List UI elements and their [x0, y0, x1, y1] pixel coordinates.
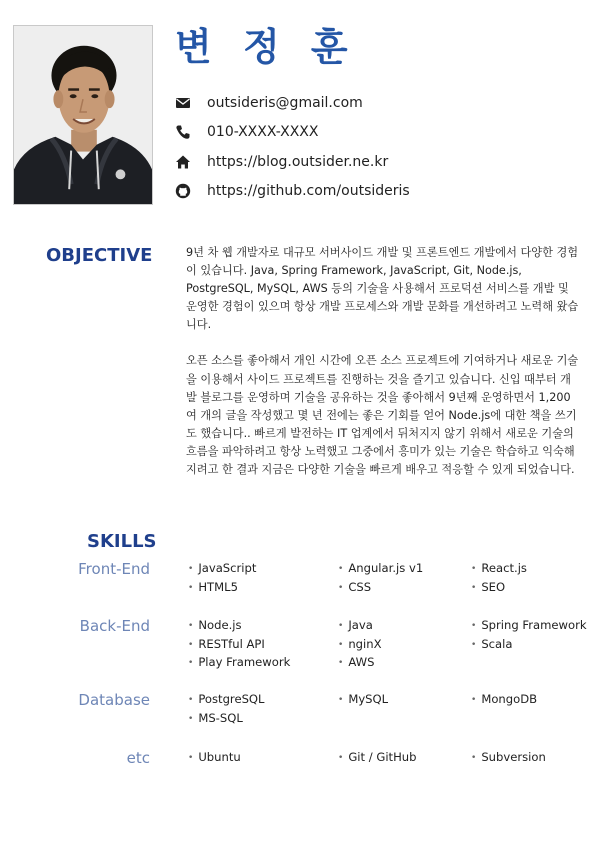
skill-item: • nginX — [338, 636, 471, 655]
skill-category-label: etc — [126, 749, 150, 767]
skill-item: • Angular.js v1 — [338, 560, 471, 579]
contact-phone[interactable] — [175, 118, 410, 148]
phone-text: 010-XXXX-XXXX — [207, 124, 319, 141]
github-link: https://github.com/outsideris — [207, 183, 410, 200]
skill-item: • HTML5 — [188, 579, 338, 598]
profile-photo — [13, 25, 153, 205]
skill-list — [188, 691, 588, 728]
skill-category-label: Database — [78, 691, 150, 709]
skill-item: • JavaScript — [188, 560, 338, 579]
phone-icon — [175, 124, 191, 140]
skill-list — [188, 560, 588, 597]
github-icon — [175, 183, 191, 199]
skill-category-label: Back-End — [79, 617, 150, 635]
full-name: 변 정 훈 — [175, 25, 357, 69]
contact-github[interactable] — [175, 177, 410, 207]
skill-item: • React.js — [471, 560, 588, 579]
skills-heading: SKILLS — [87, 531, 157, 552]
skill-item: • Spring Framework — [471, 617, 588, 636]
objective-heading: OBJECTIVE — [46, 245, 153, 266]
skill-item: • RESTful API — [188, 636, 338, 655]
portrait-image — [14, 26, 152, 204]
envelope-icon — [175, 95, 191, 111]
objective-paragraph: 오픈 소스를 좋아해서 개인 시간에 오픈 소스 프로젝트에 기여하거나 새로운 기술을 이용해서 사이드 프로젝트를 진행하는 것을 즐기고 있습니다. 신입 때부터 개발 블로그를 운영하며 기술을 공유하는 것을 좋아해서 9년째 운영하면서 1,200여 개의 글을 작성했고 몇 년 전에는 좋은 기회를 얻어 Node.js에 대한 책을 쓰기도 했습니다.. 빠르게 발전하는 IT 업계에서 뒤처지지 않기 위해서 새로운 기술의 흐름을 파악하려고 항상 노력했고 그중에서 흥미가 있는 기술은 학습하고 익숙해지려고 한 결과 지금은 다양한 기술을 빠르게 배우고 적응할 수 있게 되었습니다. — [186, 354, 579, 477]
skill-item: • MongoDB — [471, 691, 588, 710]
skill-item: • SEO — [471, 579, 588, 598]
contact-blog[interactable] — [175, 147, 410, 177]
blog-link: https://blog.outsider.ne.kr — [207, 153, 389, 170]
skill-item: • Scala — [471, 636, 588, 655]
skill-item: • Node.js — [188, 617, 338, 636]
contact-list — [175, 88, 410, 206]
skill-list — [188, 749, 588, 768]
skill-item: • Subversion — [471, 749, 588, 768]
skill-item: • Play Framework — [188, 654, 338, 673]
contact-email[interactable] — [175, 88, 410, 118]
skill-item: • AWS — [338, 654, 471, 673]
skill-item: • Ubuntu — [188, 749, 338, 768]
objective-paragraph: 9년 차 웹 개발자로 대규모 서버사이드 개발 및 프론트엔드 개발에서 다양한 경험이 있습니다. Java, Spring Framework, JavaScript, Git, Node.js, PostgreSQL, MySQL, AWS 등의 기술을 사용해서 프로덕션 서비스를 개발 및 운영한 경험이 있으며 항상 개발 프로세스와 개발 문화를 개선하려고 노력해 왔습니다. — [186, 246, 579, 332]
home-icon — [175, 154, 191, 170]
skill-item: • PostgreSQL — [188, 691, 338, 710]
objective-body — [186, 244, 581, 497]
skill-item: • MS-SQL — [188, 710, 338, 729]
skill-item: • Java — [338, 617, 471, 636]
skill-item: • Git / GitHub — [338, 749, 471, 768]
skill-list — [188, 617, 588, 673]
skill-category-label: Front-End — [78, 560, 150, 578]
skill-item: • CSS — [338, 579, 471, 598]
email-text: outsideris@gmail.com — [207, 94, 363, 111]
skill-item: • MySQL — [338, 691, 471, 710]
